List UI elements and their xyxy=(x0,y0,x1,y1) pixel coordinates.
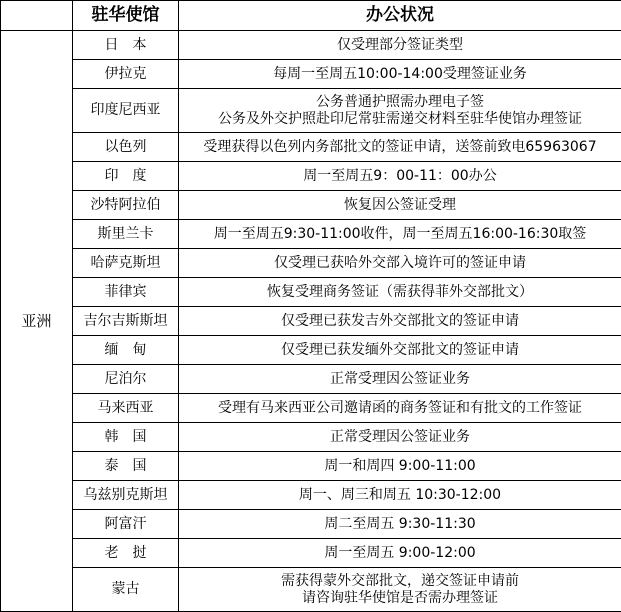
table-row xyxy=(1,89,621,133)
office-status-line: 需获得蒙外交部批文，递交签证申请前 xyxy=(179,573,621,590)
embassy-name-cell: 乌兹别克斯坦 xyxy=(73,481,179,510)
table-row xyxy=(1,481,621,510)
embassy-name-cell: 日 本 xyxy=(73,31,179,60)
office-status-line: 正常受理因公签证业务 xyxy=(179,429,621,446)
office-status-cell xyxy=(179,249,621,278)
table-row xyxy=(1,31,621,60)
embassy-name-cell: 以色列 xyxy=(73,133,179,162)
table-row xyxy=(1,60,621,89)
embassy-name-cell: 吉尔吉斯斯坦 xyxy=(73,307,179,336)
office-status-cell xyxy=(179,481,621,510)
table-row xyxy=(1,249,621,278)
table-row xyxy=(1,191,621,220)
embassy-name-cell: 斯里兰卡 xyxy=(73,220,179,249)
embassy-name-cell: 缅 甸 xyxy=(73,336,179,365)
office-status-line: 受理有马来西亚公司邀请函的商务签证和有批文的工作签证 xyxy=(179,400,621,417)
header-row xyxy=(1,1,621,31)
embassy-name-cell: 尼泊尔 xyxy=(73,365,179,394)
table-row xyxy=(1,336,621,365)
office-status-cell xyxy=(179,365,621,394)
office-status-line: 公务及外交护照赴印尼常驻需递交材料至驻华使馆办理签证 xyxy=(179,111,621,128)
table-row xyxy=(1,539,621,568)
office-status-line: 仅受理已获发缅外交部批文的签证申请 xyxy=(179,342,621,359)
embassy-name-cell: 韩 国 xyxy=(73,423,179,452)
office-status-cell xyxy=(179,539,621,568)
table-row xyxy=(1,278,621,307)
table-row xyxy=(1,133,621,162)
office-status-cell xyxy=(179,31,621,60)
embassy-name-cell: 泰 国 xyxy=(73,452,179,481)
office-status-cell xyxy=(179,278,621,307)
office-status-cell xyxy=(179,336,621,365)
office-status-cell xyxy=(179,220,621,249)
table-row xyxy=(1,307,621,336)
office-status-line: 恢复受理商务签证（需获得菲外交部批文） xyxy=(179,284,621,301)
embassy-name-cell: 印度尼西亚 xyxy=(73,89,179,133)
embassy-name-cell: 沙特阿拉伯 xyxy=(73,191,179,220)
office-status-line: 仅受理已获哈外交部入境许可的签证申请 xyxy=(179,255,621,272)
office-status-line: 每周一至周五10:00-14:00受理签证业务 xyxy=(179,66,621,83)
office-status-cell xyxy=(179,162,621,191)
office-status-line: 周一和周四 9:00-11:00 xyxy=(179,458,621,475)
embassy-name-cell: 阿富汗 xyxy=(73,510,179,539)
embassy-name-cell: 老 挝 xyxy=(73,539,179,568)
office-status-cell xyxy=(179,394,621,423)
office-status-line: 仅受理部分签证类型 xyxy=(179,37,621,54)
office-status-cell xyxy=(179,89,621,133)
embassy-name-cell: 马来西亚 xyxy=(73,394,179,423)
office-status-cell xyxy=(179,133,621,162)
embassy-name-cell: 蒙古 xyxy=(73,568,179,612)
embassy-name-cell: 哈萨克斯坦 xyxy=(73,249,179,278)
header-embassy: 驻华使馆 xyxy=(73,1,179,31)
office-status-cell xyxy=(179,452,621,481)
embassy-name-cell: 印 度 xyxy=(73,162,179,191)
table-row xyxy=(1,162,621,191)
table-row xyxy=(1,452,621,481)
office-status-cell xyxy=(179,60,621,89)
office-status-line: 周二至周五 9:30-11:30 xyxy=(179,516,621,533)
table-row xyxy=(1,365,621,394)
table-row xyxy=(1,510,621,539)
office-status-line: 仅受理已获发吉外交部批文的签证申请 xyxy=(179,313,621,330)
office-status-line: 请咨询驻华使馆是否需办理签证 xyxy=(179,590,621,607)
region-cell: 亚洲 xyxy=(1,31,73,612)
office-status-cell xyxy=(179,307,621,336)
office-status-cell xyxy=(179,510,621,539)
office-status-cell xyxy=(179,423,621,452)
office-status-line: 周一至周五9：00-11：00办公 xyxy=(179,168,621,185)
office-status-line: 公务普通护照需办理电子签 xyxy=(179,94,621,111)
table-row xyxy=(1,423,621,452)
embassy-name-cell: 菲律宾 xyxy=(73,278,179,307)
table-row xyxy=(1,220,621,249)
office-status-line: 正常受理因公签证业务 xyxy=(179,371,621,388)
office-status-line: 周一至周五 9:00-12:00 xyxy=(179,545,621,562)
office-status-line: 周一、周三和周五 10:30-12:00 xyxy=(179,487,621,504)
office-status-cell xyxy=(179,191,621,220)
office-status-line: 恢复因公签证受理 xyxy=(179,197,621,214)
office-status-line: 周一至周五9:30-11:00收件，周一至周五16:00-16:30取签 xyxy=(179,226,621,243)
office-status-line: 受理获得以色列内务部批文的签证申请，送签前致电65963067 xyxy=(179,139,621,156)
header-blank-cell xyxy=(1,1,73,31)
embassy-name-cell: 伊拉克 xyxy=(73,60,179,89)
table-body xyxy=(1,1,621,612)
table-row xyxy=(1,394,621,423)
header-status: 办公状况 xyxy=(179,1,621,31)
